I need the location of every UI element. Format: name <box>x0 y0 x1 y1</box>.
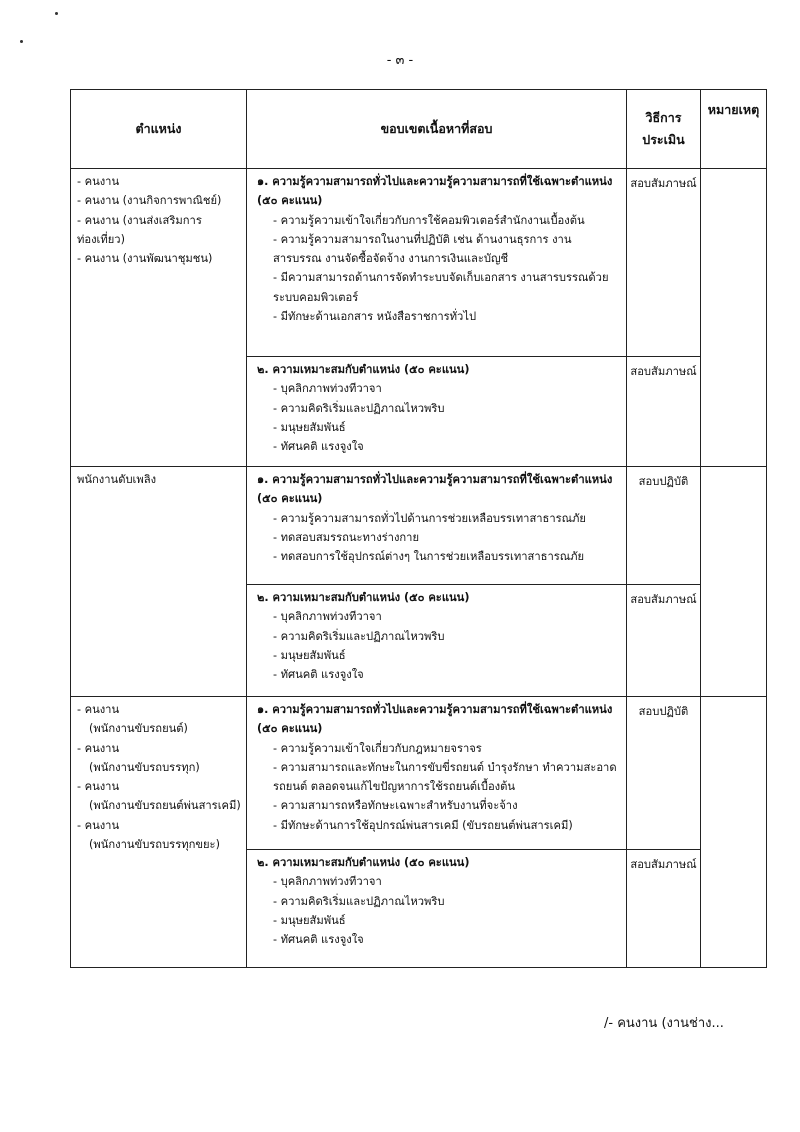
position-line: (พนักงานขับรถบรรทุกขยะ) <box>89 837 220 851</box>
position-line: (พนักงานขับรถยนต์) <box>89 722 188 736</box>
scan-speck <box>55 12 58 15</box>
scope-item: - ความสามารถและทักษะในการขับขี่รถยนต์ บำรุงรักษา ทำความสะอาดรถยนต์ ตลอดจนแก้ไขปัญหาการใช้รถยนต์เบื้องต้น <box>273 760 617 794</box>
table-row <box>71 467 767 585</box>
position-line: ท่องเที่ยว) <box>77 232 125 246</box>
position-cell <box>71 169 247 467</box>
note-cell <box>701 169 767 467</box>
scope-item: - ความรู้ความสามารถในงานที่ปฏิบัติ เช่น ด้านงานธุรการ งานสารบรรณ งานจัดซื้อจัดจ้าง งานการเงินและบัญชี <box>273 232 572 266</box>
section-title: ๒. ความเหมาะสมกับตำแหน่ง (๕๐ คะแนน) <box>257 363 470 376</box>
scope-item: - มนุษยสัมพันธ์ <box>273 648 346 662</box>
scope-item: - บุคลิกภาพท่วงทีวาจา <box>273 875 382 889</box>
note-cell <box>701 697 767 968</box>
position-line: พนักงานดับเพลิง <box>77 473 157 486</box>
scope-cell <box>247 850 627 968</box>
section-title: ๑. ความรู้ความสามารถทั่วไปและความรู้ความสามารถที่ใช้เฉพาะตำแหน่ง (๕๐ คะแนน) <box>257 703 613 736</box>
scope-item: - ทดสอบการใช้อุปกรณ์ต่างๆ ในการช่วยเหลือบรรเทาสาธารณภัย <box>273 550 585 564</box>
position-line: - คนงาน <box>77 703 120 716</box>
section-title: ๑. ความรู้ความสามารถทั่วไปและความรู้ความสามารถที่ใช้เฉพาะตำแหน่ง (๕๐ คะแนน) <box>257 175 613 208</box>
page-number: - ๓ - <box>386 53 414 68</box>
scope-item: - มีทักษะด้านการใช้อุปกรณ์พ่นสารเคมี (ขับรถยนต์พ่นสารเคมี) <box>273 818 573 832</box>
exam-scope-table <box>70 89 767 968</box>
header-method <box>627 90 701 169</box>
scope-item: - บุคลิกภาพท่วงทีวาจา <box>273 610 382 624</box>
method-cell: สอบสัมภาษณ์ <box>627 357 701 467</box>
scope-cell <box>247 357 627 467</box>
scope-item: - มนุษยสัมพันธ์ <box>273 913 346 927</box>
position-line: - คนงาน (งานพัฒนาชุมชน) <box>77 252 213 266</box>
header-note <box>701 90 767 169</box>
position-line: - คนงาน (งานกิจการพาณิชย์) <box>77 194 222 208</box>
header-method-text: วิธีการประเมิน <box>642 110 685 147</box>
method-cell: สอบสัมภาษณ์ <box>627 585 701 697</box>
scan-speck <box>20 40 23 43</box>
scope-item: - บุคลิกภาพท่วงทีวาจา <box>273 382 382 396</box>
header-scope: ขอบเขตเนื้อหาที่สอบ <box>247 90 627 169</box>
scope-cell <box>247 467 627 585</box>
note-cell <box>701 467 767 697</box>
scope-item: - ทัศนคติ แรงจูงใจ <box>273 440 364 454</box>
position-cell <box>71 467 247 697</box>
scope-cell <box>247 697 627 850</box>
position-line: - คนงาน <box>77 818 120 832</box>
table-header-row <box>71 90 767 169</box>
header-note-text: หมายเหตุ <box>707 102 760 117</box>
scope-item: - ความรู้ความเข้าใจเกี่ยวกับกฎหมายจราจร <box>273 741 482 755</box>
scope-item: - ความคิดริเริ่มและปฏิภาณไหวพริบ <box>273 894 445 908</box>
method-cell: สอบปฏิบัติ <box>627 697 701 850</box>
section-title: ๒. ความเหมาะสมกับตำแหน่ง (๕๐ คะแนน) <box>257 856 470 869</box>
scope-item: - ความคิดริเริ่มและปฏิภาณไหวพริบ <box>273 629 445 643</box>
scope-item: - ทดสอบสมรรถนะทางร่างกาย <box>273 530 420 544</box>
position-line: (พนักงานขับรถยนต์พ่นสารเคมี) <box>89 799 241 813</box>
scope-cell <box>247 169 627 357</box>
scope-item: - ทัศนคติ แรงจูงใจ <box>273 668 364 682</box>
scope-item: - มีทักษะด้านเอกสาร หนังสือราชการทั่วไป <box>273 309 477 323</box>
scope-item: - มีความสามารถด้านการจัดทำระบบจัดเก็บเอกสาร งานสารบรรณด้วยระบบคอมพิวเตอร์ <box>273 271 609 304</box>
method-cell: สอบปฏิบัติ <box>627 467 701 585</box>
position-line: - คนงาน <box>77 175 120 188</box>
position-line: - คนงาน (งานส่งเสริมการ <box>77 213 202 227</box>
method-cell: สอบสัมภาษณ์ <box>627 169 701 357</box>
method-cell: สอบสัมภาษณ์ <box>627 850 701 968</box>
scope-cell <box>247 585 627 697</box>
scope-item: - มนุษยสัมพันธ์ <box>273 420 346 434</box>
table-row <box>71 697 767 850</box>
section-title: ๑. ความรู้ความสามารถทั่วไปและความรู้ความสามารถที่ใช้เฉพาะตำแหน่ง (๕๐ คะแนน) <box>257 473 613 506</box>
position-line: - คนงาน <box>77 741 120 755</box>
scope-item: - ความรู้ความเข้าใจเกี่ยวกับการใช้คอมพิวเตอร์สำนักงานเบื้องต้น <box>273 213 585 227</box>
section-title: ๒. ความเหมาะสมกับตำแหน่ง (๕๐ คะแนน) <box>257 591 470 604</box>
header-position: ตำแหน่ง <box>71 90 247 169</box>
scope-item: - ความรู้ความสามารถทั่วไปด้านการช่วยเหลือบรรเทาสาธารณภัย <box>273 511 586 525</box>
scope-item: - ความคิดริเริ่มและปฏิภาณไหวพริบ <box>273 401 445 415</box>
position-cell <box>71 697 247 968</box>
continuation-note: /- คนงาน (งานช่าง... <box>604 1016 724 1031</box>
scope-item: - ความสามารถหรือทักษะเฉพาะสำหรับงานที่จะจ้าง <box>273 799 518 813</box>
scope-item: - ทัศนคติ แรงจูงใจ <box>273 933 364 947</box>
position-line: (พนักงานขับรถบรรทุก) <box>89 760 200 774</box>
table-row <box>71 169 767 357</box>
position-line: - คนงาน <box>77 780 120 794</box>
